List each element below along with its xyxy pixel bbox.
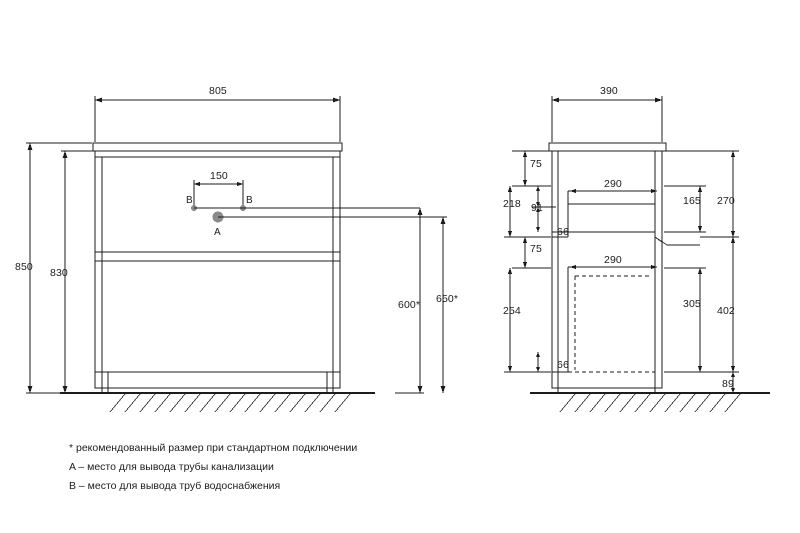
marker-label-b-left: B xyxy=(186,195,193,206)
dim-side-290-bottom: 290 xyxy=(604,254,622,266)
dim-front-850: 850 xyxy=(15,261,33,273)
dim-side-218: 218 xyxy=(503,198,521,210)
dim-side-165: 165 xyxy=(683,195,701,207)
dim-side-89: 89 xyxy=(722,378,734,390)
dim-front-width: 805 xyxy=(209,85,227,97)
dim-front-inner-150: 150 xyxy=(210,170,228,182)
dim-side-66-top: 66 xyxy=(557,226,569,238)
dim-side-254: 254 xyxy=(503,305,521,317)
marker-label-a: A xyxy=(214,227,221,238)
dim-side-290-top: 290 xyxy=(604,178,622,190)
legend-line-1: * рекомендованный размер при стандартном подключении xyxy=(69,442,358,454)
legend-line-2: A – место для вывода трубы канализации xyxy=(69,461,274,473)
dim-side-depth-390: 390 xyxy=(600,85,618,97)
dim-front-830: 830 xyxy=(50,267,68,279)
dim-side-75-lower: 75 xyxy=(530,243,542,255)
dim-side-402: 402 xyxy=(717,305,735,317)
dim-side-305: 305 xyxy=(683,298,701,310)
dim-side-75-top: 75 xyxy=(530,158,542,170)
dim-side-270: 270 xyxy=(717,195,735,207)
legend-line-3: B – место для вывода труб водоснабжения xyxy=(69,480,281,492)
marker-label-b-right: B xyxy=(246,195,253,206)
dim-side-91: 91 xyxy=(531,202,543,214)
dim-front-600: 600* xyxy=(398,299,421,311)
dim-side-66-bottom: 66 xyxy=(557,359,569,371)
dim-front-650: 650* xyxy=(436,293,459,305)
